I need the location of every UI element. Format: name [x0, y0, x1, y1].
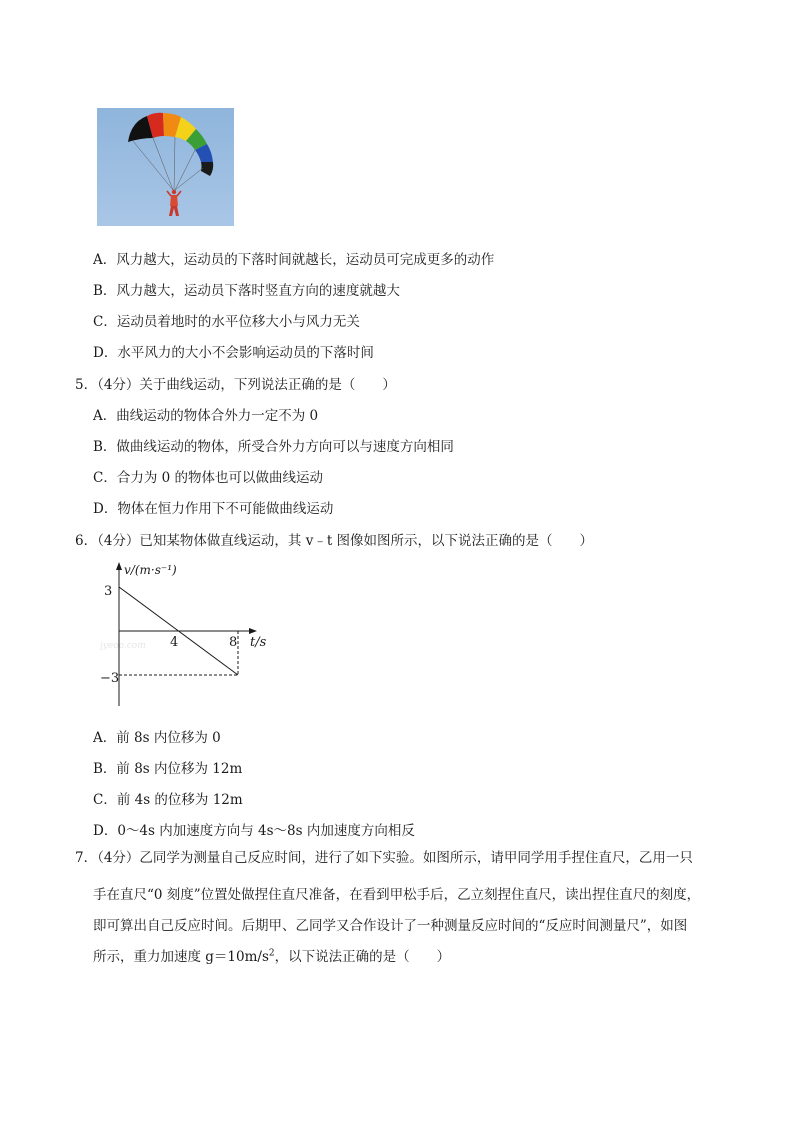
- y-tick-top: 3: [104, 584, 113, 599]
- q7-line-1: 7．（4分）乙同学为测量自己反应时间，进行了如下实验。如图所示，请甲同学用手捏住直尺，乙用一只: [75, 850, 693, 866]
- graph-watermark: jyeoo.com: [100, 641, 146, 651]
- vt-graph: [100, 556, 280, 706]
- q4-option-c: C．运动员着地时的水平位移大小与风力无关: [93, 314, 360, 330]
- y-axis-label: v/(m·s⁻¹): [124, 563, 177, 577]
- q6-stem: 6．（4分）已知某物体做直线运动，其 v﹣t 图像如图所示，以下说法正确的是（ ）: [75, 533, 594, 549]
- q7-line-4-pre: 所示，重力加速度 g＝10m/s: [93, 949, 269, 965]
- x-tick-end: 8: [229, 635, 238, 650]
- q4-option-d: D．水平风力的大小不会影响运动员的下落时间: [93, 345, 374, 361]
- x-axis-label: t/s: [250, 635, 267, 650]
- parachute-illustration: [97, 108, 234, 226]
- q6-option-d: D．0～4s 内加速度方向与 4s～8s 内加速度方向相反: [93, 823, 415, 839]
- q6-option-a: A．前 8s 内位移为 0: [93, 730, 221, 746]
- q7-line-4-post: ，以下说法正确的是（ ）: [274, 949, 451, 965]
- x-tick-mid: 4: [170, 635, 179, 650]
- q7-line-4: [93, 945, 450, 965]
- q7-line-3: 即可算出自己反应时间。后期甲、乙同学又合作设计了一种测量反应时间的“反应时间测量尺”，如图: [93, 918, 688, 934]
- q7-line-4-sup: 2: [268, 948, 275, 959]
- q5-option-c: C．合力为 0 的物体也可以做曲线运动: [93, 470, 324, 486]
- q5-stem: 5．（4分）关于曲线运动，下列说法正确的是（ ）: [75, 377, 396, 393]
- q4-option-b: B．风力越大，运动员下落时竖直方向的速度就越大: [93, 283, 400, 299]
- q7-line-2: 手在直尺“0 刻度”位置处做捏住直尺准备，在看到甲松手后，乙立刻捏住直尺，读出捏住直尺的刻度，: [93, 887, 701, 903]
- q5-option-d: D．物体在恒力作用下不可能做曲线运动: [93, 501, 334, 517]
- x-axis-arrow: [249, 628, 257, 634]
- q4-option-a: A．风力越大，运动员的下落时间就越长，运动员可完成更多的动作: [93, 252, 495, 268]
- parachute-photo: [97, 108, 234, 226]
- q6-option-b: B．前 8s 内位移为 12m: [93, 761, 243, 777]
- q5-option-a: A．曲线运动的物体合外力一定不为 0: [93, 408, 319, 424]
- y-tick-bottom: −3: [100, 671, 120, 686]
- q6-option-c: C．前 4s 的位移为 12m: [93, 792, 243, 808]
- q5-option-b: B．做曲线运动的物体，所受合外力方向可以与速度方向相同: [93, 439, 454, 455]
- y-axis-arrow: [116, 562, 122, 570]
